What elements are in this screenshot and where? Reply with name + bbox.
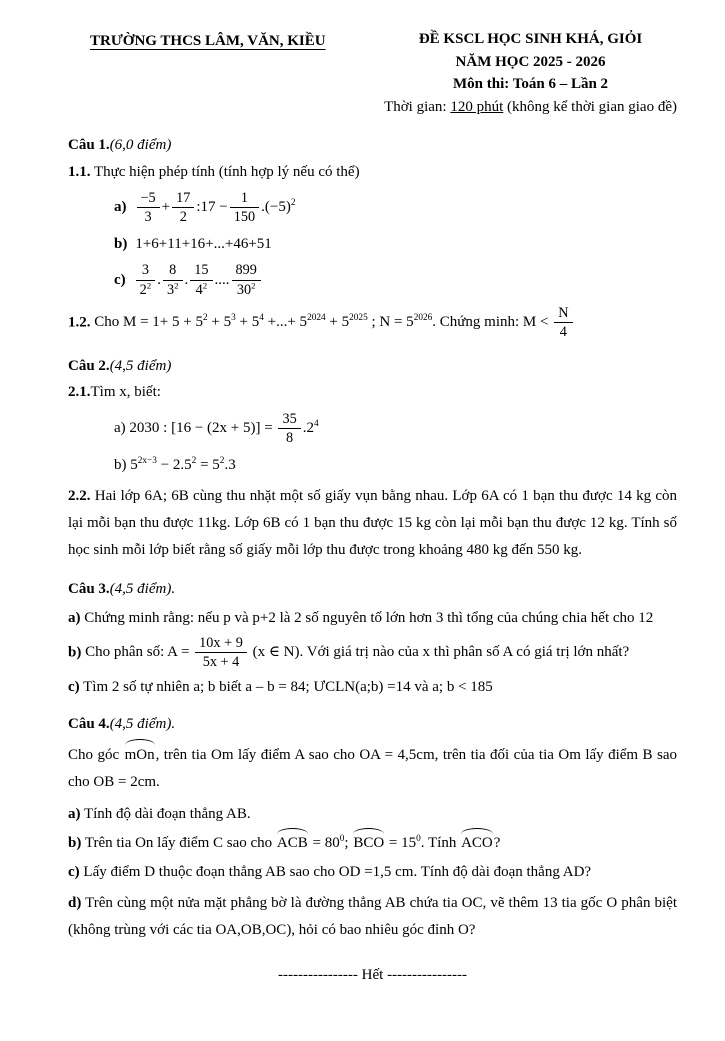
duration-value: 120 phút <box>450 98 504 115</box>
question-4 <box>68 713 677 944</box>
item-1-1-text: Thực hiện phép tính (tính hợp lý nếu có thể) <box>90 163 360 180</box>
question-4-intro <box>68 742 677 796</box>
item-4-c-label: c) <box>68 863 80 880</box>
end-marker: ---------------- Hết ---------------- <box>277 966 467 983</box>
question-3-b <box>68 635 677 671</box>
question-3-heading <box>68 578 677 601</box>
question-1-1-a <box>114 190 677 226</box>
question-1-1-c <box>114 262 677 298</box>
question-3-a <box>68 606 677 630</box>
question-3 <box>68 578 677 699</box>
question-4-a <box>68 802 677 826</box>
item-4-d-text: Trên cùng một nửa mặt phẳng bờ là đường thẳng AB chứa tia OC, vẽ thêm 13 tia gốc O phân biệt (không trùng với các tia OA,OB,OC), hỏi có bao nhiêu góc đỉnh O? <box>68 894 677 938</box>
question-4-points: (4,5 điểm). <box>109 716 176 733</box>
question-2-points: (4,5 điểm) <box>109 357 172 374</box>
formula-1-2: Cho $M = 1+ 5 + 5^2 + 5^3 + 5^4$ +...+ $5^{2024} + 5^{2025}$ ; $N = 5^{2026}$. Chứng minh: M < $\frac{N}{4}$ <box>91 314 575 330</box>
item-a-label: a) <box>114 199 127 216</box>
exam-body <box>68 134 677 986</box>
formula-1-1-c: $\frac{3}{2^2}$ . $\frac{8}{3^2}$ . $\frac{15}{4^2}$ .... $\frac{899}{30^2}$ <box>134 272 263 288</box>
question-3-points: (4,5 điểm). <box>109 581 176 597</box>
item-c-label: c) <box>114 271 126 288</box>
formula-4-intro: Cho góc mOn, trên tia Om lấy điểm A sao cho OA = 4,5cm, trên tia đối của tia Om lấy điểm B sao cho OB = 2cm. <box>68 747 677 790</box>
school-name: TRƯỜNG THCS LÂM, VĂN, KIỀU <box>90 33 326 49</box>
formula-3-b: Cho phân số: A = $\frac{10x + 9}{5x + 4}$ (x ∈ N). Với giá trị nào của x thì phân số A có giá trị lớn nhất? <box>81 634 630 670</box>
exam-header-block <box>384 28 677 118</box>
question-1-label: Câu 1. <box>68 137 110 153</box>
question-2-label: Câu 2. <box>68 357 110 374</box>
item-4-d-label: d) <box>68 894 82 911</box>
question-4-c <box>68 860 677 884</box>
question-2 <box>68 355 677 564</box>
exam-duration <box>384 96 677 119</box>
question-1-points: (6,0 điểm) <box>109 137 172 153</box>
item-4-a-text: Tính độ dài đoạn thẳng AB. <box>80 805 251 822</box>
question-1-1-b <box>114 233 677 256</box>
item-3-c-text: Tìm 2 số tự nhiên a; b biết a – b = 84; ƯCLN(a;b) =14 và a; b < 185 <box>79 679 493 696</box>
question-2-heading <box>68 355 677 378</box>
school-year: NĂM HỌC 2025 - 2026 <box>455 53 606 70</box>
item-1-1-label: 1.1. <box>68 163 91 180</box>
formula-1-1-a: $\frac{-5}{3}$ + $\frac{17}{2}$ :17 − $\frac{1}{150}$ $.(-5)^2$ <box>135 199 296 215</box>
item-2-2-label: 2.2. <box>68 488 91 504</box>
item-3-c-label: c) <box>68 679 80 696</box>
question-1 <box>68 134 677 341</box>
question-3-c <box>68 675 677 699</box>
item-1-2-label: 1.2. <box>68 314 91 331</box>
item-3-a-label: a) <box>68 609 81 626</box>
question-1-heading <box>68 134 677 157</box>
item-3-a-text: Chứng minh rằng: nếu p và p+2 là 2 số nguyên tố lớn hơn 3 thì tổng của chúng chia hết cho 12 <box>80 609 654 626</box>
duration-suffix: (không kể thời gian giao đề) <box>503 98 677 115</box>
item-2-2-text: Hai lớp 6A; 6B cùng thu nhặt một số giấy vụn bằng nhau. Lớp 6A có 1 bạn thu được 14 kg còn lại mỗi bạn thu được 11kg. Lớp 6B có 1 bạn thu được 15 kg còn lại mỗi bạn thu được 12 kg. Tính số học sinh mỗi lớp biết rằng số giấy mỗi lớp thu được trong khoảng 480 kg đến 550 kg. <box>68 488 677 558</box>
question-1-2 <box>68 305 677 341</box>
question-3-label: Câu 3. <box>68 581 110 597</box>
formula-4-b: Trên tia On lấy điểm C sao cho ACB = $80^0$; BCO = $15^0$. Tính ACO? <box>81 835 500 851</box>
item-2-1-label: 2.1. <box>68 384 91 401</box>
question-4-heading <box>68 713 677 736</box>
document-header <box>68 28 677 118</box>
question-2-1-b <box>114 454 677 477</box>
exam-title: ĐỀ KSCL HỌC SINH KHÁ, GIỎI <box>418 31 643 47</box>
formula-1-1-b: 1+6+11+16+...+46+51 <box>135 235 272 252</box>
item-4-b-label: b) <box>68 834 82 851</box>
question-1-1 <box>68 161 677 184</box>
question-2-2 <box>68 483 677 564</box>
question-2-1-a <box>114 411 677 447</box>
question-4-d <box>68 890 677 944</box>
item-4-a-label: a) <box>68 805 81 822</box>
formula-2-1-b: b) $5^{2x-3} - 2.5^2 = 5^2.3$ <box>114 455 236 473</box>
question-4-label: Câu 4. <box>68 716 110 733</box>
item-4-c-text: Lấy điểm D thuộc đoạn thẳng AB sao cho OD =1,5 cm. Tính độ dài đoạn thẳng AD? <box>79 863 592 880</box>
item-3-b-label: b) <box>68 643 82 660</box>
question-2-1 <box>68 381 677 404</box>
item-2-1-text: Tìm x, biết: <box>90 384 161 401</box>
exam-subject: Môn thi: Toán 6 – Lần 2 <box>453 76 609 92</box>
formula-2-1-a: a) 2030 : [16 − (2x + 5)] = $\frac{35}{8}$ $.2^4$ <box>114 410 319 447</box>
question-4-b <box>68 831 677 855</box>
duration-prefix: Thời gian: <box>384 98 451 115</box>
item-b-label: b) <box>114 235 128 252</box>
